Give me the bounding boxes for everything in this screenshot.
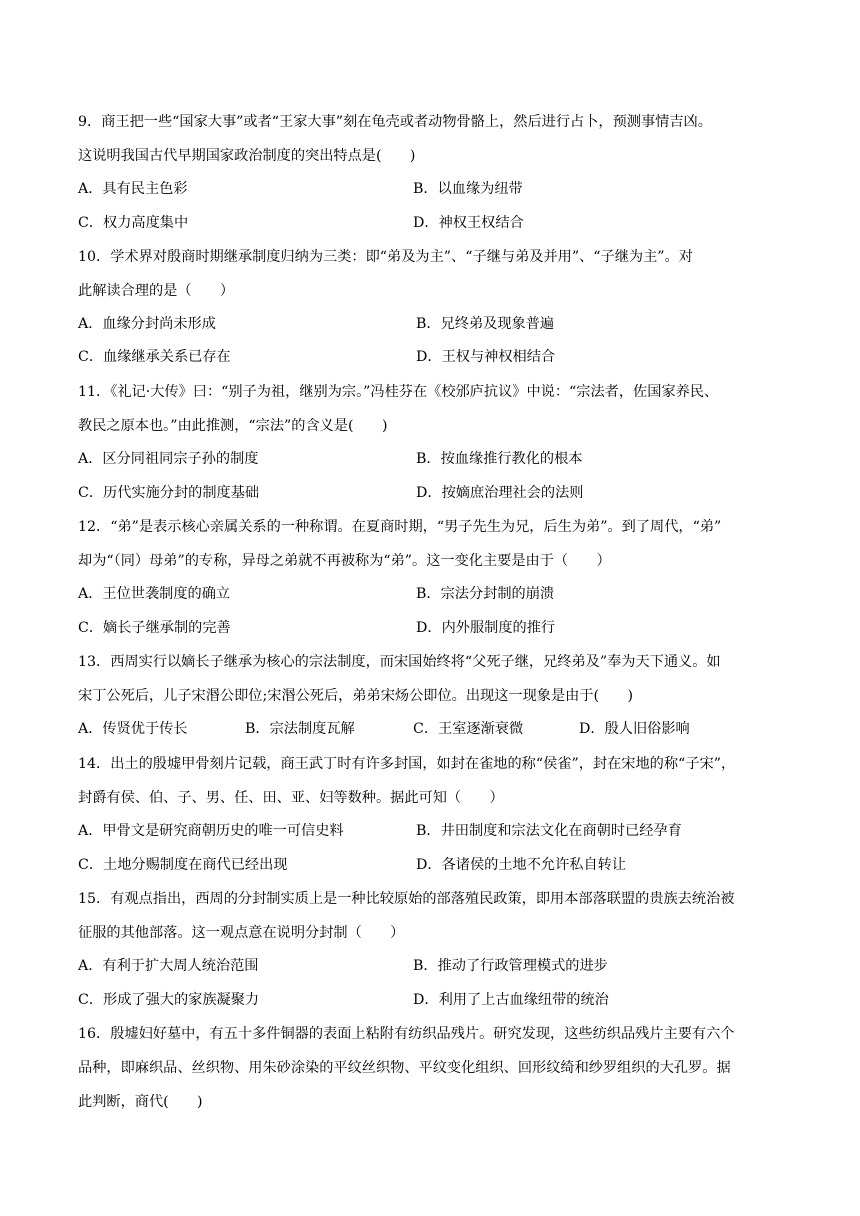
option-c: C．形成了强大的家族凝聚力 <box>78 992 260 1008</box>
option-a: A．区分同祖同宗子孙的制度 <box>78 451 259 467</box>
question-stem-line: 9．商王把一些“国家大事”或者“王家大事”刻在龟壳或者动物骨骼上，然后进行占卜，预测事情吉凶。 <box>78 114 712 130</box>
option-a: A．具有民主色彩 <box>78 181 188 197</box>
question-stem-line: 教民之原本也。”由此推测，“宗法”的含义是( ) <box>78 418 388 434</box>
option-d: D．各诸侯的土地不允许私自转让 <box>416 857 627 873</box>
option-c: C．血缘继承关系已存在 <box>78 349 231 365</box>
question-stem-line: 封爵有侯、伯、子、男、任、田、亚、妇等数种。据此可知（ ） <box>78 790 504 806</box>
question-stem-line: 这说明我国古代早期国家政治制度的突出特点是( ) <box>78 148 416 164</box>
question-stem-line: 13．西周实行以嫡长子继承为核心的宗法制度，而宋国始终将“父死子继，兄终弟及”奉为天下通义。如 <box>78 654 721 670</box>
option-d: D．内外服制度的推行 <box>416 620 556 636</box>
option-b: B．兄终弟及现象普遍 <box>416 316 555 332</box>
question-stem-line: 却为“（同）母弟”的专称，异母之弟就不再被称为“弟”。这一变化主要是由于（ ） <box>78 553 611 569</box>
question-stem-line: 16．殷墟妇好墓中，有五十多件铜器的表面上粘附有纺织品残片。研究发现，这些纺织品残片主要有六个 <box>78 1026 735 1042</box>
option-d: D．按嫡庶治理社会的法则 <box>416 485 584 501</box>
question-stem-line: 15．有观点指出，西周的分封制实质上是一种比较原始的部落殖民政策，即用本部落联盟的贵族去统治被 <box>78 891 735 907</box>
option-a: A．王位世袭制度的确立 <box>78 586 231 602</box>
option-b: B．宗法分封制的崩溃 <box>416 586 555 602</box>
question-stem-line: 此判断，商代( ) <box>78 1094 203 1110</box>
option-c: C．王室逐渐衰微 <box>413 721 524 737</box>
question-stem-line: 品种，即麻织品、丝织物、用朱砂涂染的平纹丝织物、平纹变化组织、回形纹绮和纱罗组织的大孔罗。据 <box>78 1060 731 1076</box>
question-stem-line: 11．《礼记·大传》曰：“别子为祖，继别为宗。”冯桂芬在《校邠庐抗议》中说：“宗法者，佐国家养民、 <box>78 384 719 400</box>
question-stem-line: 10．学术界对殷商时期继承制度归纳为三类：即“弟及为主”、“子继与弟及并用”、“子继为主”。对 <box>78 249 693 265</box>
option-c: C．权力高度集中 <box>78 215 189 231</box>
question-stem-line: 征服的其他部落。这一观点意在说明分封制（ ） <box>78 925 405 941</box>
option-d: D．神权王权结合 <box>413 215 524 231</box>
option-b: B．井田制度和宗法文化在商朝时已经孕育 <box>416 823 682 839</box>
option-c: C．嫡长子继承制的完善 <box>78 620 231 636</box>
question-stem-line: 此解读合理的是（ ） <box>78 283 235 299</box>
option-c: C．历代实施分封的制度基础 <box>78 485 260 501</box>
question-stem-line: 14．出土的殷墟甲骨刻片记载，商王武丁时有许多封国，如封在雀地的称“侯雀”，封在宋地的称“子宋”， <box>78 756 736 772</box>
option-d: D．利用了上古血缘纽带的统治 <box>413 992 609 1008</box>
option-a: A．血缘分封尚未形成 <box>78 316 216 332</box>
option-c: C．土地分赐制度在商代已经出现 <box>78 857 288 873</box>
option-d: D．王权与神权相结合 <box>416 349 556 365</box>
option-b: B．按血缘推行教化的根本 <box>416 451 583 467</box>
question-stem-line: 宋丁公死后，儿子宋湣公即位;宋湣公死后，弟弟宋炀公即位。出现这一现象是由于( ) <box>78 688 633 704</box>
option-a: A．传贤优于传长 <box>78 721 188 737</box>
option-b: B．推动了行政管理模式的进步 <box>413 958 608 974</box>
option-d: D．殷人旧俗影响 <box>579 721 690 737</box>
option-a: A．甲骨文是研究商朝历史的唯一可信史料 <box>78 823 344 839</box>
option-b: B．宗法制度瓦解 <box>245 721 355 737</box>
option-b: B．以血缘为纽带 <box>413 181 523 197</box>
question-stem-line: 12．“弟”是表示核心亲属关系的一种称谓。在夏商时期，“男子先生为兄，后生为弟”。到了周代，“弟” <box>78 519 722 535</box>
option-a: A．有利于扩大周人统治范围 <box>78 958 259 974</box>
